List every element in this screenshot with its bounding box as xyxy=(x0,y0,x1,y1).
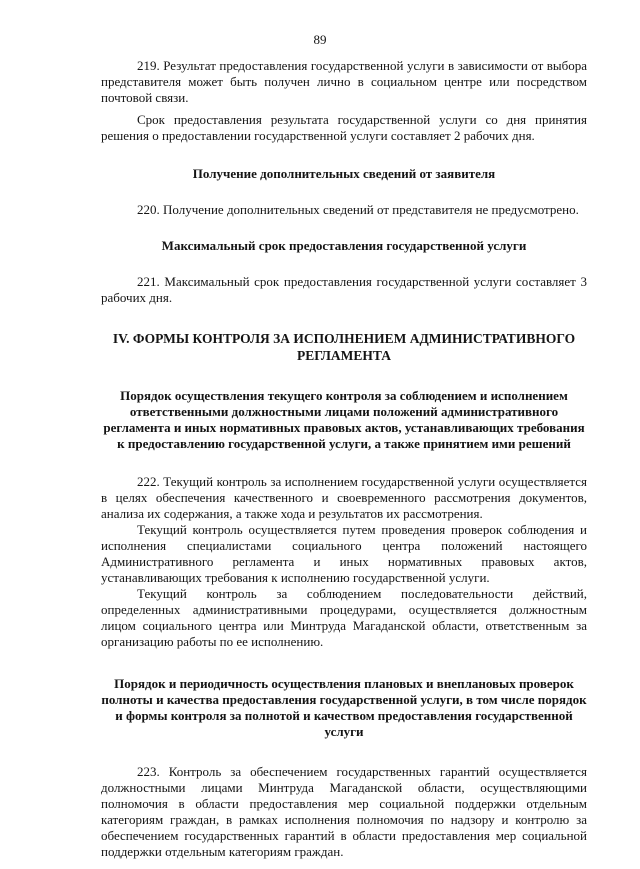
paragraph-219-term: Срок предоставления результата государственной услуги со дня принятия решения о предоставлении государственной услуги составляет 2 рабочих дня. xyxy=(101,112,587,143)
paragraph-222-sequence: Текущий контроль за соблюдением последовательности действий, определенных административными процедурами, осуществляется должностным лицом социального центра или Минтруда Магаданской области, ответственным за организацию работы по ее исполнению. xyxy=(101,586,587,649)
paragraph-219: 219. Результат предоставления государственной услуги в зависимости от выбора представителя может быть получен лично в социальном центре или посредством почтовой связи. xyxy=(101,58,587,105)
heading-current-control: Порядок осуществления текущего контроля за соблюдением и исполнением ответственными должностными лицами положений административного регламента и иных нормативных правовых актов, устанавливающих требования к предоставлению государственной услуги, а также принятием ими решений xyxy=(103,388,585,451)
paragraph-221: 221. Максимальный срок предоставления государственной услуги составляет 3 рабочих дня. xyxy=(101,274,587,305)
paragraph-220: 220. Получение дополнительных сведений от представителя не предусмотрено. xyxy=(137,202,579,217)
heading-max-term: Максимальный срок предоставления государственной услуги xyxy=(161,238,527,253)
paragraph-222: 222. Текущий контроль за исполнением государственной услуги осуществляется в целях обеспечения качественного и своевременного рассмотрения документов, анализа их содержания, а также хода и результатов их рассмотрения. xyxy=(101,474,587,521)
heading-additional-info: Получение дополнительных сведений от заявителя xyxy=(192,166,496,181)
heading-planned-checks: Порядок и периодичность осуществления плановых и внеплановых проверок полноты и качества предоставления государственной услуги, в том числе порядок и формы контроля за полнотой и качеством предоставления государственной услуги xyxy=(101,676,587,739)
document-body xyxy=(101,58,587,860)
paragraph-223: 223. Контроль за обеспечением государственных гарантий осуществляется должностными лицами Минтруда Магаданской области, осуществляющими полномочия в области предоставления мер социальной поддержки отдельным категориям граждан, в рамках исполнения полномочия по надзору и контролю за обеспечением государственных гарантий в области предоставления мер социальной поддержки отдельным категориям граждан. xyxy=(101,764,587,859)
paragraph-222-checks: Текущий контроль осуществляется путем проведения проверок соблюдения и исполнения специалистами социального центра положений настоящего Административного регламента и иных нормативных правовых актов, устанавливающих требования к исполнению государственной услуги. xyxy=(101,522,587,585)
page-number: 89 xyxy=(313,32,327,47)
section-iv-title: IV. ФОРМЫ КОНТРОЛЯ ЗА ИСПОЛНЕНИЕМ АДМИНИСТРАТИВНОГО РЕГЛАМЕНТА xyxy=(112,331,576,363)
